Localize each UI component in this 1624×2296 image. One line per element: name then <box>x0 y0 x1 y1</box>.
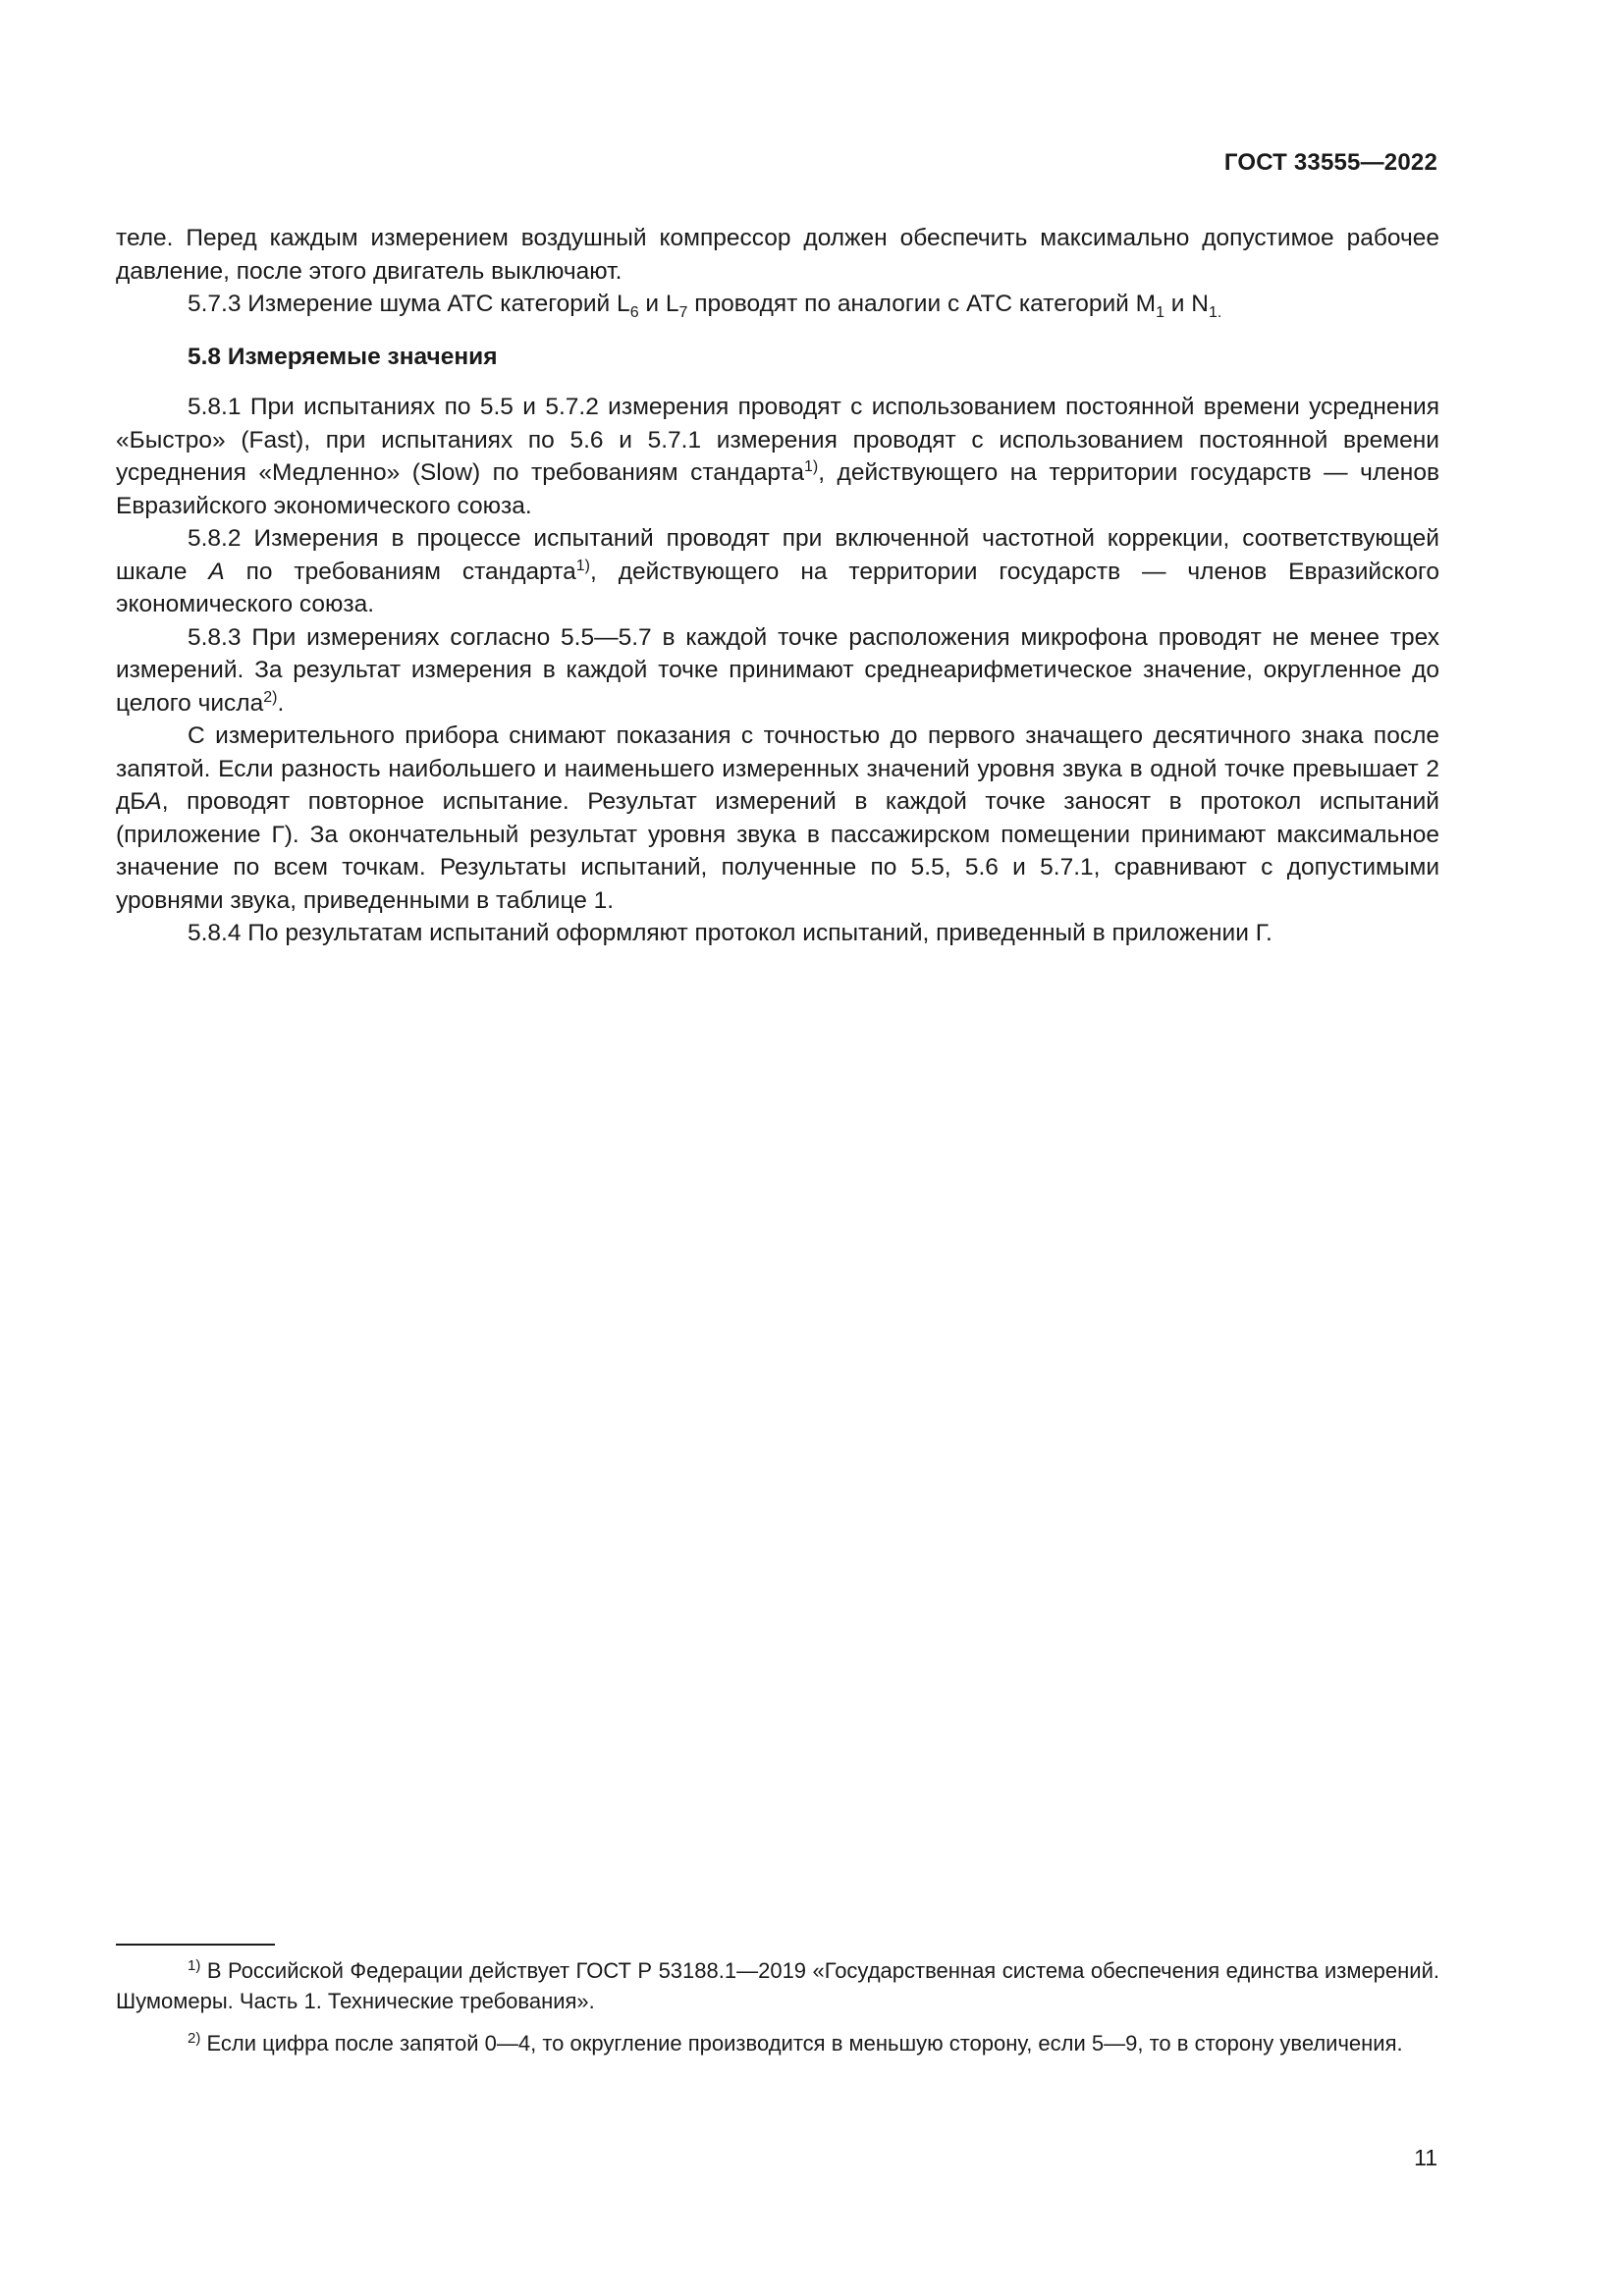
document-code-header: ГОСТ 33555—2022 <box>1223 149 1437 176</box>
paragraph-instrument-reading: С измерительного прибора снимают показания с точностью до первого значащего десятичного знака после запятой. Если разность наибольшего и наименьшего измеренных значений уровня звука в одной точке превышает 2 дБА, проводят повторное испытание. Результат измерений в каждой точке заносят в протокол испытаний (приложение Г). За окончательный результат уровня звука в пассажирском помещении принимают максимальное значение по всем точкам. Результаты испытаний, полученные по 5.5, 5.6 и 5.7.1, сравнивают с допустимыми уровнями звука, приведенными в таблице 1. <box>116 722 1439 914</box>
section-5-8-heading: 5.8 Измеряемые значения <box>188 343 498 370</box>
footnote-ref-1[interactable]: 1) <box>804 458 819 475</box>
paragraph-continuation: теле. Перед каждым измерением воздушный компрессор должен обеспечить максимально допустимое рабочее давление, после этого двигатель выключают. <box>116 225 1439 285</box>
paragraph-5-8-2: 5.8.2 Измерения в процессе испытаний проводят при включенной частотной коррекции, соответствующей шкале А по требованиям стандарта$^{1)}$, действующего на территории государств — членов Евразийского экономического союза. <box>116 525 1439 617</box>
paragraph-5-7-3: 5.7.3 Измерение шума АТС категорий $L_6$ и $L_7$ проводят по аналогии с АТС категорий $M_1$ и $N_{1.}$ <box>188 291 1222 321</box>
footnote-2: $^{2)}$ Если цифра после запятой 0—4, то округление производится в меньшую сторону, если 5—9, то в сторону увеличения. <box>188 2030 1403 2056</box>
paragraph-5-8-4: 5.8.4 По результатам испытаний оформляют протокол испытаний, приведенный в приложении Г. <box>188 920 1272 946</box>
footnote-ref-2[interactable]: 2) <box>263 688 278 706</box>
page-number: 11 <box>1414 2145 1437 2170</box>
footnote-1: $^{1)}$ В Российской Федерации действует ГОСТ Р 53188.1—2019 «Государственная система обеспечения единства измерений. Шумомеры. Часть 1. Технические требования». <box>116 1957 1439 2013</box>
footnote-separator <box>116 1944 275 1946</box>
paragraph-5-8-1: 5.8.1 При испытаниях по 5.5 и 5.7.2 измерения проводят с использованием постоянной времени усреднения «Быстро» (Fast), при испытаниях по 5.6 и 5.7.1 измерения проводят с использованием постоянной времени усреднения «Медленно» (Slow) по требованиям стандарта$^{1)}$, действующего на территории государств — членов Евразийского экономического союза. <box>116 394 1439 519</box>
document-body <box>116 222 1439 950</box>
footnotes <box>116 1955 1439 2070</box>
footnote-ref-1[interactable]: 1) <box>575 557 591 574</box>
paragraph-5-8-3: 5.8.3 При измерениях согласно 5.5—5.7 в каждой точке расположения микрофона проводят не менее трех измерений. За результат измерения в каждой точке принимают среднеарифметическое значение, округленное до целого числа$^{2)}$. <box>116 623 1439 717</box>
